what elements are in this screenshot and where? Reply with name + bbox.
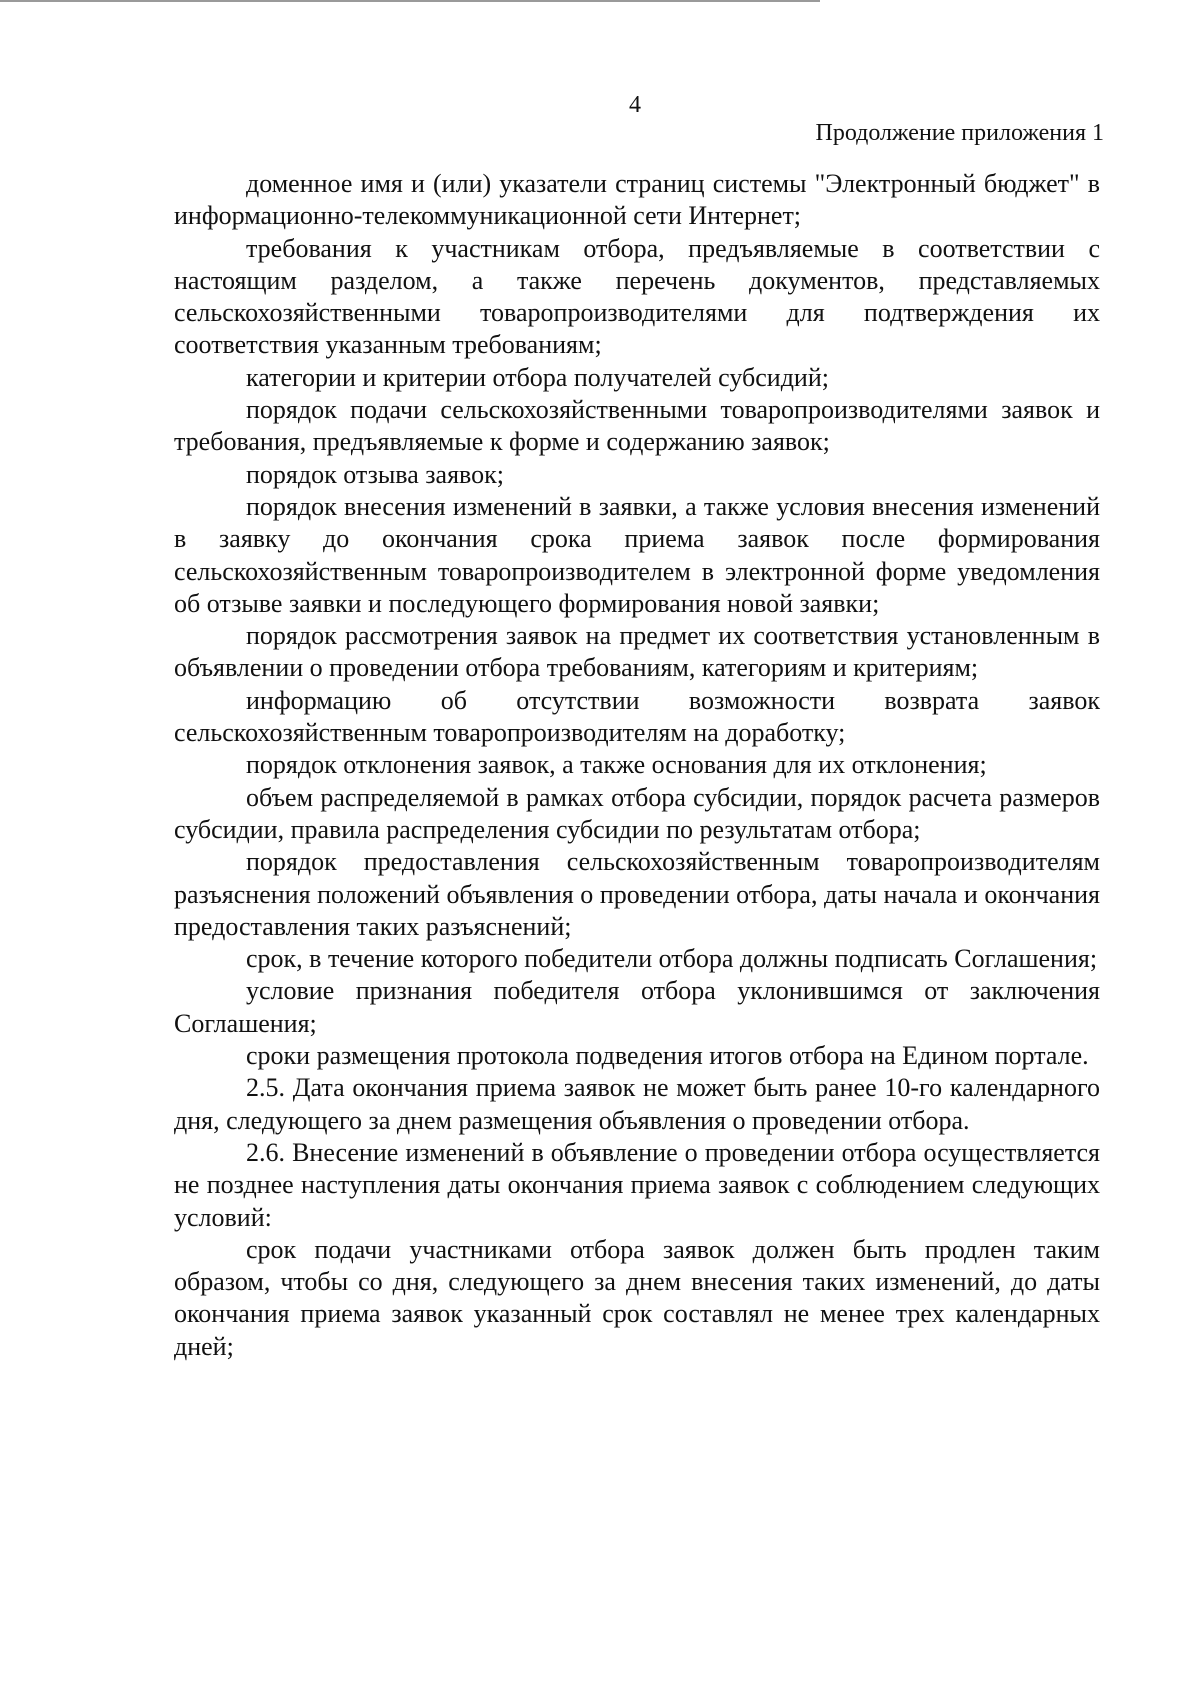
paragraph: объем распределяемой в рамках отбора субсидии, порядок расчета размеров субсидии, правила распределения субсидии по результатам отбора;	[174, 782, 1100, 844]
paragraph: порядок отклонения заявок, а также основания для их отклонения;	[246, 750, 987, 780]
paragraph: условие признания победителя отбора уклонившимся от заключения Соглашения;	[174, 976, 1100, 1038]
paragraph: порядок отзыва заявок;	[246, 459, 505, 489]
paragraph: информацию об отсутствии возможности возврата заявок сельскохозяйственным товаропроизводителям на доработку;	[174, 685, 1100, 748]
appendix-continuation-note: Продолжение приложения 1	[815, 120, 1104, 146]
scan-edge-line	[0, 0, 820, 2]
paragraph-section-2-5: 2.5. Дата окончания приема заявок не может быть ранее 10-го календарного дня, следующего за днем размещения объявления о проведении отбора.	[174, 1073, 1100, 1135]
paragraph: доменное имя и (или) указатели страниц системы "Электронный бюджет" в информационно-телекоммуникационной сети Интернет;	[174, 169, 1100, 231]
paragraph: требования к участникам отбора, предъявляемые в соответствии с настоящим разделом, а также перечень документов, представляемых сельскохозяйственными товаропроизводителями для подтверждения их соответствия указанным требованиям;	[174, 233, 1100, 360]
document-body	[174, 168, 1100, 1363]
paragraph-section-2-6: 2.6. Внесение изменений в объявление о проведении отбора осуществляется не позднее наступления даты окончания приема заявок с соблюдением следующих условий:	[174, 1137, 1100, 1232]
paragraph: порядок предоставления сельскохозяйственным товаропроизводителям разъяснения положений объявления о проведении отбора, даты начала и окончания предоставления таких разъяснений;	[174, 847, 1100, 941]
paragraph: категории и критерии отбора получателей субсидий;	[246, 362, 829, 392]
paragraph: сроки размещения протокола подведения итогов отбора на Едином портале.	[246, 1041, 1089, 1071]
paragraph: срок подачи участниками отбора заявок должен быть продлен таким образом, чтобы со дня, следующего за днем внесения таких изменений, до даты окончания приема заявок указанный срок составлял не менее трех календарных дней;	[174, 1234, 1100, 1361]
paragraph: срок, в течение которого победители отбора должны подписать Соглашения;	[246, 944, 1098, 974]
page-number: 4	[629, 92, 641, 118]
paragraph: порядок внесения изменений в заявки, а также условия внесения изменений в заявку до окончания срока приема заявок после формирования сельскохозяйственным товаропроизводителем в электронной форме уведомления об отзыве заявки и последующего формирования новой заявки;	[174, 491, 1100, 618]
paragraph: порядок рассмотрения заявок на предмет их соответствия установленным в объявлении о проведении отбора требованиям, категориям и критериям;	[174, 621, 1100, 683]
paragraph: порядок подачи сельскохозяйственными товаропроизводителями заявок и требования, предъявляемые к форме и содержанию заявок;	[174, 395, 1100, 457]
